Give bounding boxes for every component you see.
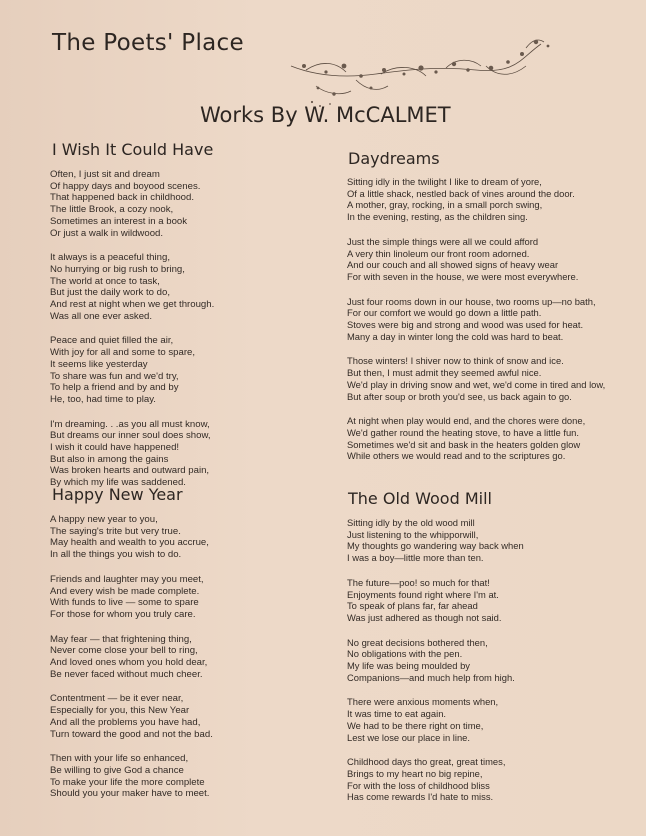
poem-line: No hurrying or big rush to bring, xyxy=(50,263,185,275)
poem-line: Was broken hearts and outward pain, xyxy=(50,465,210,477)
stanza xyxy=(347,637,632,684)
poem-line: I'm dreaming. . .as you all must know, xyxy=(50,418,210,430)
poem-line: Sometimes an interest in a book xyxy=(50,215,188,227)
poem-line: By which my life was saddened. xyxy=(50,477,186,489)
poem-line: While others we would read and to the scriptures go. xyxy=(347,450,566,462)
poem-line: It always is a peaceful thing, xyxy=(50,252,170,264)
poem-line: Many a day in winter long the cold was hard to beat. xyxy=(347,330,564,342)
poem-line: The saying's trite but very true. xyxy=(50,525,181,537)
stanza xyxy=(50,419,335,489)
stanza xyxy=(50,169,335,239)
poem-line: But dreams our inner soul does show, xyxy=(50,430,211,442)
poem-line: A very thin linoleum our front room adorned. xyxy=(347,247,530,259)
poem-line: Often, I just sit and dream xyxy=(50,169,160,180)
poem-line: But just the daily work to do, xyxy=(50,287,170,299)
poem-line: Turn toward the good and not the bad. xyxy=(50,728,213,740)
poem-line: Especially for you, this New Year xyxy=(50,705,190,717)
stanza xyxy=(50,514,335,561)
stanza xyxy=(50,753,335,800)
poem-line: Or just a walk in wildwood. xyxy=(50,227,164,239)
poem-line: To help a friend and by and by xyxy=(50,382,179,394)
poem-line: For those for whom you truly care. xyxy=(50,608,196,620)
poem-line: But also in among the gains xyxy=(50,453,169,465)
poem-line: But after soup or broth you'd see, us back again to go. xyxy=(347,390,572,402)
stanza xyxy=(347,176,632,223)
author-byline: Works By W. McCALMET xyxy=(200,103,451,127)
poem-line: Brings to my heart no big repine, xyxy=(347,767,483,779)
poem-line: For our comfort we would go down a little path. xyxy=(347,307,542,319)
masthead-title: The Poets' Place xyxy=(52,30,244,56)
poem-line: I was a boy—little more than ten. xyxy=(347,552,484,564)
poem-line: He, too, had time to play. xyxy=(50,393,156,405)
poem-line: With funds to live — some to spare xyxy=(50,597,199,609)
poem-line: Sitting idly by the old wood mill xyxy=(347,517,475,528)
poem-line: Sitting idly in the twilight I like to dream of yore, xyxy=(347,176,542,187)
stanza xyxy=(50,252,335,322)
poem-line: Of happy days and boyood scenes. xyxy=(50,180,201,192)
poem-line: With joy for all and some to spare, xyxy=(50,347,196,359)
stanza xyxy=(50,574,335,621)
poem-title-the-old-wood-mill: The Old Wood Mill xyxy=(348,489,492,508)
stanza xyxy=(347,355,632,402)
poem-line: We'd gather round the heating stove, to have a little fun. xyxy=(347,426,579,438)
poem-line: Should you your maker have to meet. xyxy=(50,788,210,800)
poem-line: To make your life the more complete xyxy=(50,776,205,788)
poem-line: In the evening, resting, as the children sing. xyxy=(347,211,528,223)
poem-line: A happy new year to you, xyxy=(50,514,158,525)
poem-line: Stoves were big and strong and wood was used for heat. xyxy=(347,319,584,331)
stanza xyxy=(347,517,632,564)
poem-line: The world at once to task, xyxy=(50,275,160,287)
stanza xyxy=(347,696,632,743)
poem-line: Be willing to give God a chance xyxy=(50,764,184,776)
poem-line: Never come close your bell to ring, xyxy=(50,645,198,657)
poem-body-the-old-wood-mill xyxy=(347,517,632,816)
poem-line: And every wish be made complete. xyxy=(50,585,200,597)
poem-line: To speak of plans far, far ahead xyxy=(347,600,478,612)
poem-line: Was all one ever asked. xyxy=(50,310,153,322)
poem-line: For with the loss of childhood bliss xyxy=(347,779,490,791)
poem-line: May fear — that frightening thing, xyxy=(50,633,192,645)
stanza xyxy=(347,236,632,283)
poem-line: The future—poo! so much for that! xyxy=(347,576,490,588)
poem-line: May health and wealth to you accrue, xyxy=(50,537,209,549)
poem-line: And rest at night when we get through. xyxy=(50,299,215,311)
poem-line: We had to be there right on time, xyxy=(347,719,484,731)
poem-line: Enjoyments found right where I'm at. xyxy=(347,588,499,600)
poem-line: A mother, gray, rocking, in a small porch swing, xyxy=(347,199,543,211)
poem-line: In all the things you wish to do. xyxy=(50,549,182,561)
poem-line: It seems like yesterday xyxy=(50,358,148,370)
stanza xyxy=(347,756,632,803)
poem-line: We'd play in driving snow and wet, we'd come in tired and low, xyxy=(347,378,606,390)
poem-title-happy-new-year: Happy New Year xyxy=(52,485,183,504)
poem-line: Friends and laughter may you meet, xyxy=(50,573,204,585)
poem-line: For with seven in the house, we were most everywhere. xyxy=(347,270,579,282)
poem-line: But then, I must admit they seemed awful nice. xyxy=(347,367,542,379)
poem-title-daydreams: Daydreams xyxy=(348,149,440,168)
poem-line: Those winters! I shiver now to think of snow and ice. xyxy=(347,355,564,367)
poem-line: The little Brook, a cozy nook, xyxy=(50,204,174,216)
poem-line: At night when play would end, and the chores were done, xyxy=(347,415,586,427)
poem-line: Just four rooms down in our house, two rooms up—no bath, xyxy=(347,295,596,307)
poem-line: My thoughts go wandering way back when xyxy=(347,540,524,552)
poem-line: I wish it could have happened! xyxy=(50,442,180,454)
poem-line: That happened back in childhood. xyxy=(50,192,195,204)
poem-body-daydreams xyxy=(347,176,632,475)
stanza xyxy=(50,693,335,740)
poem-line: And all the problems you have had, xyxy=(50,716,201,728)
poem-body-happy-new-year xyxy=(50,514,335,813)
poem-title-i-wish-it-could-have: I Wish It Could Have xyxy=(52,140,214,159)
poem-line: Be never faced without much cheer. xyxy=(50,668,203,680)
stanza xyxy=(347,296,632,343)
poem-line: My life was being moulded by xyxy=(347,660,470,672)
poem-line: Then with your life so enhanced, xyxy=(50,753,189,765)
poem-line: There were anxious moments when, xyxy=(347,696,499,708)
poem-line: Has come rewards I'd hate to miss. xyxy=(347,791,494,803)
poem-line: Sometimes we'd sit and bask in the heaters golden glow xyxy=(347,438,581,450)
poem-line: To share was fun and we'd try, xyxy=(50,370,179,382)
poem-line: Just listening to the whipporwill, xyxy=(347,528,479,540)
poem-line: It was time to eat again. xyxy=(347,708,447,720)
poem-line: Just the simple things were all we could afford xyxy=(347,235,539,247)
stanza xyxy=(50,634,335,681)
poem-line: And loved ones whom you hold dear, xyxy=(50,657,208,669)
stanza xyxy=(50,335,335,405)
poem-line: No great decisions bothered then, xyxy=(347,636,488,648)
stanza xyxy=(347,415,632,462)
poem-line: Peace and quiet filled the air, xyxy=(50,335,174,347)
poem-line: Lest we lose our place in line. xyxy=(347,731,470,743)
poem-line: Companions—and much help from high. xyxy=(347,671,515,683)
poem-line: And our couch and all showed signs of heavy wear xyxy=(347,259,559,271)
poem-line: No obligations with the pen. xyxy=(347,648,463,660)
poem-line: Was just adhered as though not said. xyxy=(347,611,502,623)
poem-line: Of a little shack, nestled back of vines around the door. xyxy=(347,187,575,199)
poem-line: Contentment — be it ever near, xyxy=(50,693,184,705)
poem-body-i-wish-it-could-have xyxy=(50,169,335,502)
poem-line: Childhood days tho great, great times, xyxy=(347,756,506,768)
floral-flourish-icon xyxy=(286,36,556,108)
stanza xyxy=(347,577,632,624)
